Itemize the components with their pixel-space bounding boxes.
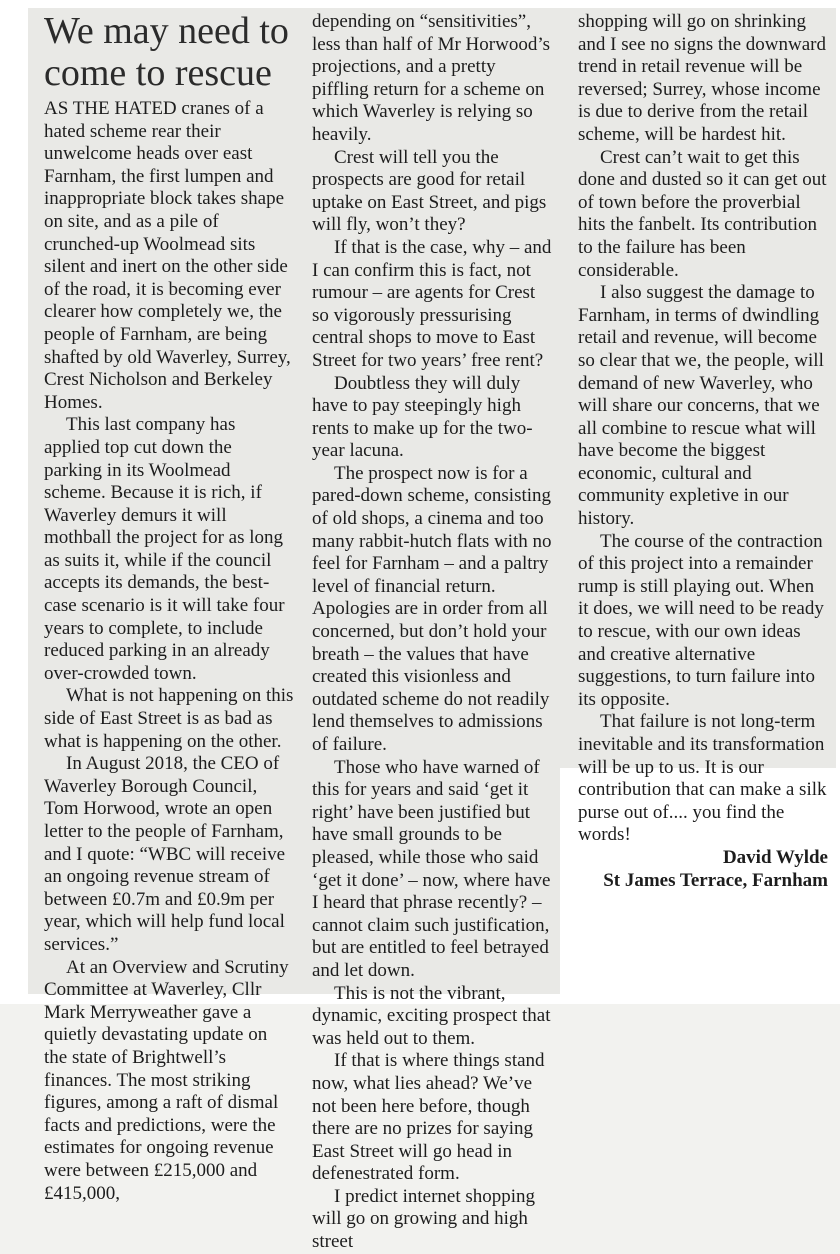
author-address: St James Terrace, Farnham bbox=[603, 869, 828, 891]
paragraph: If that is the case, why – and I can confirm this is fact, not rumour – are agents for Crest so vigorously pressurising central shops to move to East Street for two years’ free rent? bbox=[312, 236, 552, 371]
paragraph: If that is where things stand now, what lies ahead? We’ve not been here before, though there are no prizes for saying East Street will go head in defenestrated form. bbox=[312, 1050, 545, 1185]
paragraph: That failure is not long-term inevitable and its transformation will be up to us. It is our contribution that can make a silk purse out of.... you find the words! bbox=[578, 711, 827, 846]
article-column-1 bbox=[44, 10, 294, 1205]
paragraph: What is not happening on this side of East Street is as bad as what is happening on the other. bbox=[44, 685, 294, 752]
paragraph: I also suggest the damage to Farnham, in terms of dwindling retail and revenue, will become so clear that we, the people, will demand of new Waverley, who will share our concerns, that we all combine to rescue what will have become the biggest economic, cultural and community expletive in our history. bbox=[578, 282, 824, 530]
paragraph: shopping will go on shrinking and I see no signs the downward trend in retail revenue will be reversed; Surrey, whose income is due to derive from the retail scheme, will be hardest hit. bbox=[578, 11, 827, 145]
paragraph: Doubtless they will duly have to pay steepingly high rents to make up for the two-year lacuna. bbox=[312, 372, 533, 462]
paragraph: The course of the contraction of this project into a remainder rump is still playing out. When it does, we will need to be ready to rescue, with our own ideas and creative alternative suggestions, to turn failure into its opposite. bbox=[578, 530, 824, 710]
article-column-2 bbox=[312, 11, 552, 1254]
author-name: David Wylde bbox=[722, 846, 828, 868]
paragraph: Crest can’t wait to get this done and dusted so it can get out of town before the proverbial hits the fanbelt. Its contribution to the failure has been considerable. bbox=[578, 146, 827, 281]
paragraph: AS THE HATED cranes of a hated scheme rear their unwelcome heads over east Farnham, the first lumpen and inappropriate block takes shape on site, and as a pile of crunched-up Woolmead sits silent and inert on the other side of the road, it is becoming ever clearer how completely we, the people of Farnham, are being shafted by old Waverley, Surrey, Crest Nicholson and Berkeley Homes. bbox=[44, 98, 291, 413]
paragraph: I predict internet shopping will go on growing and high street bbox=[312, 1185, 536, 1253]
article-column-3 bbox=[578, 11, 828, 892]
paragraph: depending on “sensitivities”, less than half of Mr Horwood’s projections, and a pretty piffling return for a scheme on which Waverley is relying so heavily. bbox=[312, 11, 550, 145]
paragraph: Those who have warned of this for years and said ‘get it right’ have been justified but have small grounds to be pleased, while those who said ‘get it done’ – now, where have I heard that phrase recently? – cannot claim such justification, but are entitled to feel betrayed and let down. bbox=[312, 756, 551, 981]
paragraph: At an Overview and Scrutiny Committee at Waverley, Cllr Mark Merryweather gave a quietly devastating update on the state of Brightwell’s finances. The most striking figures, among a raft of dismal facts and predictions, were the estimates for ongoing revenue were between £215,000 and £415,000, bbox=[44, 956, 289, 1204]
paragraph: This is not the vibrant, dynamic, exciting prospect that was held out to them. bbox=[312, 982, 551, 1049]
paragraph: Crest will tell you the prospects are good for retail uptake on East Street, and pigs will fly, won’t they? bbox=[312, 146, 547, 236]
paragraph: In August 2018, the CEO of Waverley Borough Council, Tom Horwood, wrote an open letter to the people of Farnham, and I quote: “WBC will receive an ongoing revenue stream of between £0.7m and £0.9m per year, which will help fund local services.” bbox=[44, 753, 286, 955]
paragraph: This last company has applied top cut down the parking in its Woolmead scheme. Because it is rich, if Waverley demurs it will mothball the project for as long as suits it, while if the council accepts its demands, the best-case scenario is it will take four years to complete, to include reduced parking in an already over-crowded town. bbox=[44, 414, 285, 684]
article-headline: We may need to come to rescue bbox=[44, 10, 289, 94]
paragraph: The prospect now is for a pared-down scheme, consisting of old shops, a cinema and too many rabbit-hutch flats with no feel for Farnham – and a paltry level of financial return. Apologies are in order from all concerned, but don’t hold your breath – the values that have created this visionless and outdated scheme do not readily lend themselves to admissions of failure. bbox=[312, 462, 552, 755]
